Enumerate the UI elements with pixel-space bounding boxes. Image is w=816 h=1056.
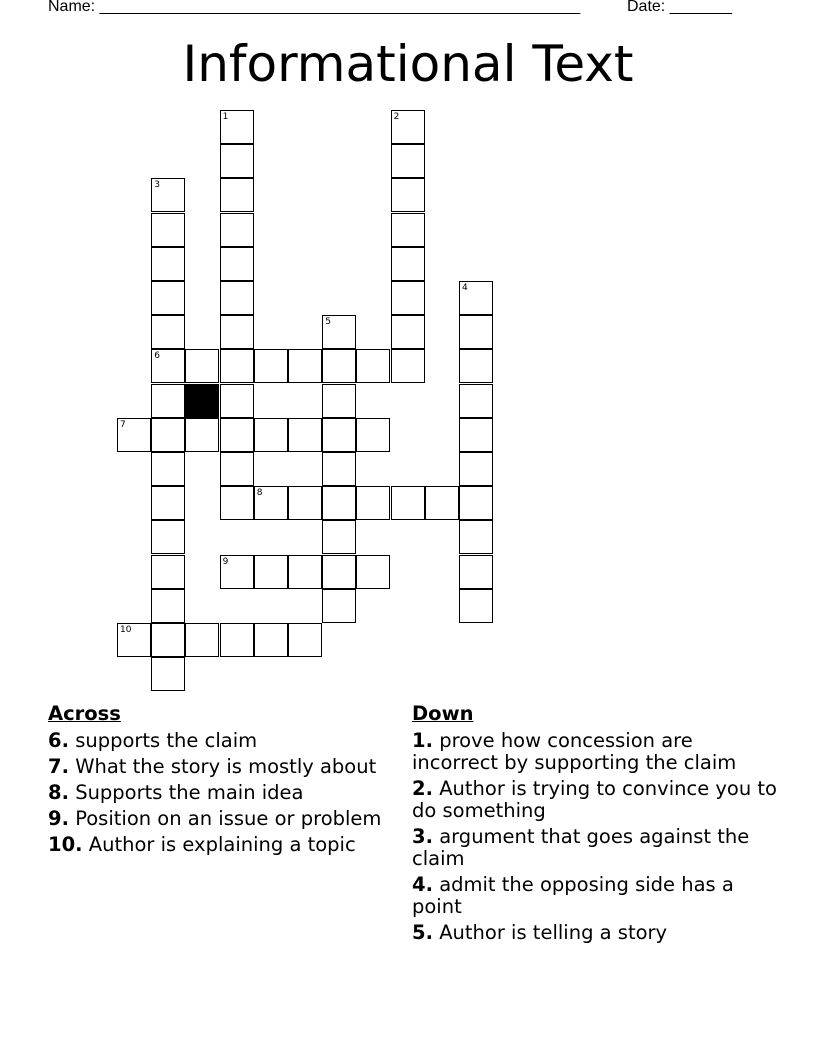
clue-text: prove how concession are incorrect by supporting the claim — [412, 729, 737, 774]
grid-cell[interactable] — [220, 452, 254, 486]
grid-cell[interactable] — [220, 555, 254, 589]
clue-text: Author is explaining a topic — [88, 833, 356, 856]
page-title: Informational Text — [182, 35, 634, 93]
clue-number: 3. — [412, 825, 433, 848]
grid-cell[interactable] — [322, 452, 356, 486]
grid-cell[interactable] — [356, 349, 390, 383]
clue-text: Author is trying to convince you to do something — [412, 777, 777, 822]
grid-cell[interactable] — [459, 315, 493, 349]
down-heading: Down — [412, 702, 474, 725]
grid-cell[interactable] — [322, 589, 356, 623]
grid-cell[interactable] — [220, 247, 254, 281]
across-clue — [48, 756, 393, 778]
clue-number: 4. — [412, 873, 433, 896]
across-heading: Across — [48, 702, 121, 725]
clue-number-label: 1 — [222, 112, 229, 122]
across-clues — [48, 702, 393, 860]
grid-cell[interactable] — [322, 315, 356, 349]
grid-cell[interactable] — [220, 418, 254, 452]
clue-text: What the story is mostly about — [75, 755, 377, 778]
grid-cell[interactable] — [151, 281, 185, 315]
grid-cell[interactable] — [151, 384, 185, 418]
grid-cell[interactable] — [322, 520, 356, 554]
grid-cell[interactable] — [356, 555, 390, 589]
grid-cell[interactable] — [220, 349, 254, 383]
grid-cell[interactable] — [254, 418, 288, 452]
clue-number-label: 3 — [154, 180, 160, 191]
grid-cell[interactable] — [459, 520, 493, 554]
grid-cell[interactable] — [322, 418, 356, 452]
grid-cell[interactable] — [356, 486, 390, 520]
clue-number-label: 4 — [462, 283, 468, 293]
grid-cell[interactable] — [220, 178, 254, 212]
across-clue — [48, 808, 393, 830]
grid-cell[interactable] — [254, 349, 288, 383]
clue-text: Supports the main idea — [75, 781, 304, 804]
clue-number: 5. — [412, 921, 433, 944]
grid-cell[interactable] — [391, 486, 425, 520]
clue-number: 6. — [48, 729, 69, 752]
clue-number-label: 10 — [120, 625, 132, 635]
grid-cell[interactable] — [391, 349, 425, 383]
grid-cell[interactable] — [117, 418, 151, 452]
grid-cell[interactable] — [459, 349, 493, 383]
grid-cell[interactable] — [151, 589, 185, 623]
grid-cell[interactable] — [151, 418, 185, 452]
grid-cell[interactable] — [220, 144, 254, 178]
clue-text: Position on an issue or problem — [75, 807, 382, 830]
clue-text: Author is telling a story — [439, 921, 668, 944]
grid-cell[interactable] — [151, 315, 185, 349]
grid-cell[interactable] — [459, 452, 493, 486]
grid-cell[interactable] — [185, 418, 219, 452]
grid-cell[interactable] — [151, 520, 185, 554]
grid-cell[interactable] — [220, 623, 254, 657]
grid-cell[interactable] — [288, 486, 322, 520]
grid-cell[interactable] — [391, 178, 425, 212]
grid-cell[interactable] — [391, 110, 425, 144]
down-clues — [412, 702, 782, 948]
down-clue — [412, 874, 782, 918]
grid-cell[interactable] — [151, 349, 185, 383]
grid-cell[interactable] — [254, 555, 288, 589]
grid-cell[interactable] — [185, 349, 219, 383]
name-field-label: Name: ______________________________________________________ — [48, 0, 581, 15]
grid-cell[interactable] — [459, 589, 493, 623]
clue-number: 9. — [48, 807, 69, 830]
clue-number-label: 6 — [154, 351, 160, 362]
grid-cell[interactable] — [254, 486, 288, 520]
down-clue — [412, 922, 782, 944]
clue-number-label: 7 — [120, 419, 126, 430]
down-clue — [412, 778, 782, 822]
clue-number-label: 9 — [222, 556, 229, 567]
grid-cell[interactable] — [151, 657, 185, 691]
across-clue — [48, 782, 393, 804]
clue-number-label: 8 — [256, 488, 263, 499]
grid-cell[interactable] — [151, 555, 185, 589]
grid-cell[interactable] — [322, 349, 356, 383]
clue-number: 1. — [412, 729, 433, 752]
clue-text: argument that goes against the claim — [412, 825, 750, 870]
grid-cell[interactable] — [151, 623, 185, 657]
grid-cell[interactable] — [220, 213, 254, 247]
grid-cell[interactable] — [288, 418, 322, 452]
grid-cell[interactable] — [459, 555, 493, 589]
grid-cell[interactable] — [459, 418, 493, 452]
grid-cell[interactable] — [185, 623, 219, 657]
clue-text: supports the claim — [75, 729, 258, 752]
grid-cell[interactable] — [220, 281, 254, 315]
down-clue — [412, 826, 782, 870]
grid-cell[interactable] — [356, 418, 390, 452]
grid-cell[interactable] — [220, 315, 254, 349]
grid-cell[interactable] — [220, 486, 254, 520]
grid-cell[interactable] — [151, 247, 185, 281]
grid-cell[interactable] — [322, 555, 356, 589]
grid-cell[interactable] — [151, 213, 185, 247]
clue-number: 7. — [48, 755, 69, 778]
across-clue — [48, 730, 393, 752]
clue-number: 8. — [48, 781, 69, 804]
blocked-cell — [185, 384, 219, 418]
down-clue — [412, 730, 782, 774]
grid-cell[interactable] — [391, 247, 425, 281]
grid-cell[interactable] — [151, 178, 185, 212]
clue-number: 10. — [48, 833, 83, 856]
grid-cell[interactable] — [254, 623, 288, 657]
grid-cell[interactable] — [391, 281, 425, 315]
grid-cell[interactable] — [322, 486, 356, 520]
clue-number-label: 5 — [325, 317, 331, 328]
clue-text: admit the opposing side has a point — [412, 873, 734, 918]
grid-cell[interactable] — [391, 315, 425, 349]
grid-cell[interactable] — [459, 384, 493, 418]
clue-number-label: 2 — [393, 112, 400, 122]
grid-cell[interactable] — [391, 144, 425, 178]
grid-cell[interactable] — [322, 384, 356, 418]
grid-cell[interactable] — [288, 555, 322, 589]
date-field-label: Date: _______ — [627, 0, 732, 15]
grid-cell[interactable] — [425, 486, 459, 520]
clue-number: 2. — [412, 777, 433, 800]
grid-cell[interactable] — [220, 384, 254, 418]
grid-cell[interactable] — [459, 486, 493, 520]
across-clue — [48, 834, 393, 856]
grid-cell[interactable] — [117, 623, 151, 657]
grid-cell[interactable] — [220, 110, 254, 144]
grid-cell[interactable] — [288, 623, 322, 657]
grid-cell[interactable] — [391, 213, 425, 247]
grid-cell[interactable] — [459, 281, 493, 315]
grid-cell[interactable] — [151, 452, 185, 486]
grid-cell[interactable] — [288, 349, 322, 383]
grid-cell[interactable] — [151, 486, 185, 520]
